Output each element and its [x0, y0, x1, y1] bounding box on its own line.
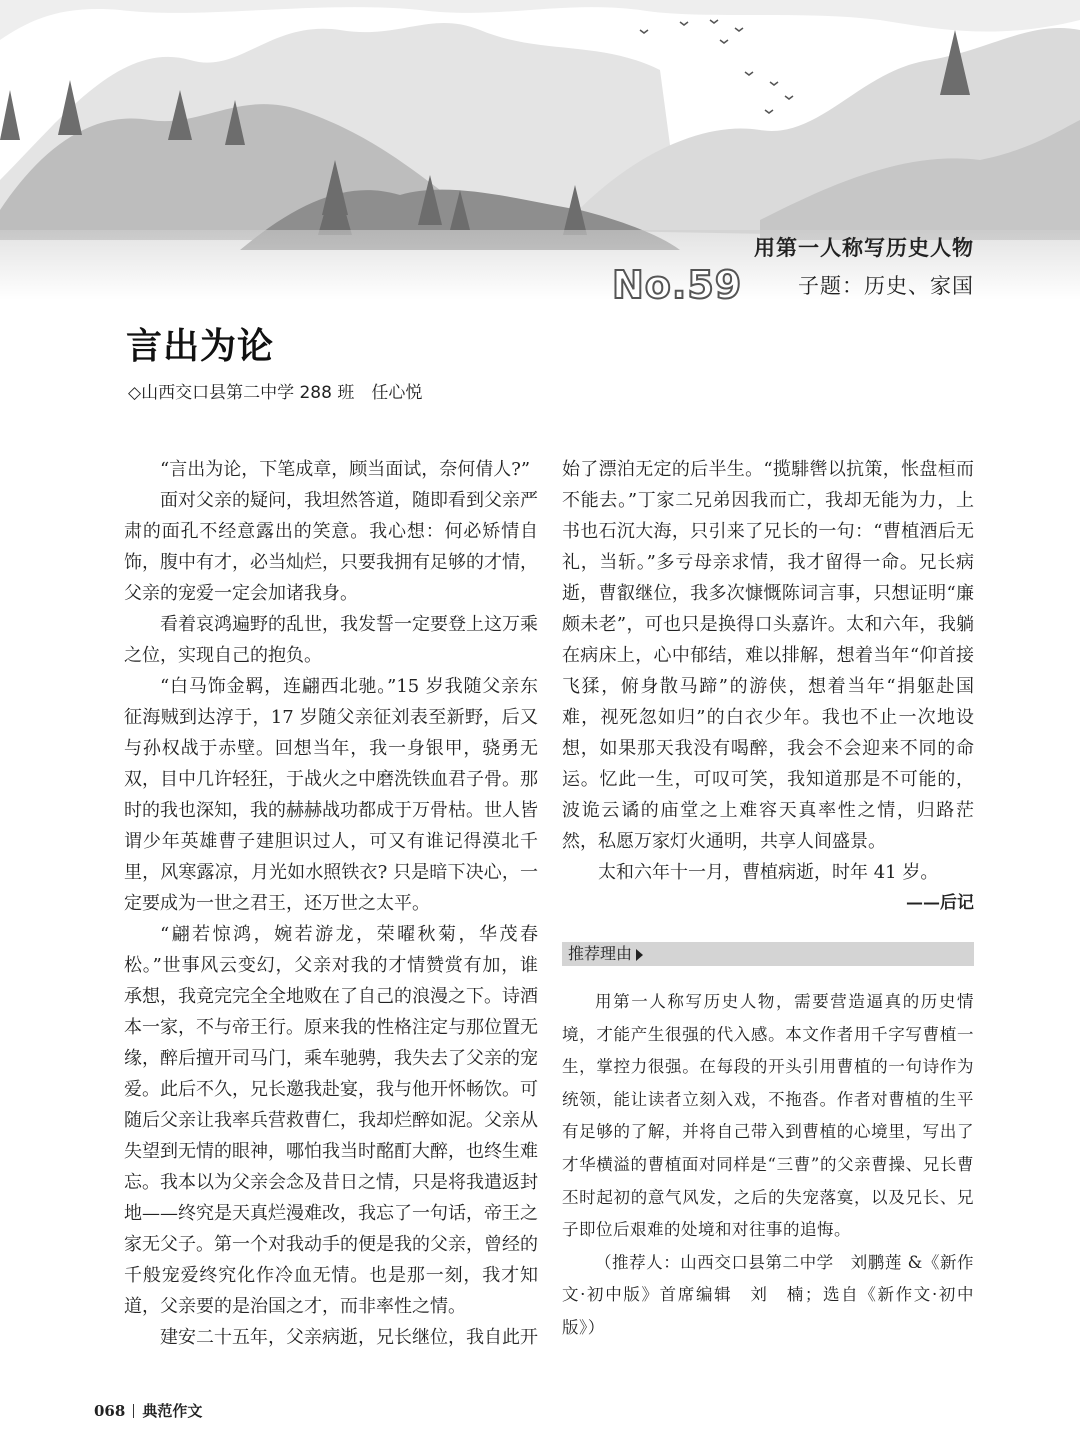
paragraph: “白马饰金羁，连翩西北驰。”15 岁我随父亲东征海贼到达淳于，17 岁随父亲征刘表至新野，后又与孙权战于赤壁。回想当年，我一身银甲，骁勇无双，目中几许轻狂，于战火之中磨洗铁血君子骨。那时的我也深知，我的赫赫战功都成于万骨枯。世人皆谓少年英雄曹子建胆识过人，可又有谁记得漠北千里，风寒露凉，月光如水照铁衣? 只是暗下决心，一定要成为一世之君王，还万世之太平。 [124, 676, 538, 914]
paragraph: 建安二十五年，父亲病逝，兄长继位，我自此开 [160, 1327, 538, 1348]
paragraph: “言出为论，下笔成章，顾当面试，奈何倩人?” [160, 459, 531, 480]
recommend-credit: （推荐人：山西交口县第二中学 刘鹏莲 &《新作文·初中版》首席编辑 刘 楠；选自《新作文·初中版》） [562, 1252, 974, 1337]
article-title: 言出为论 [126, 325, 275, 367]
topic-heading [754, 232, 974, 300]
footer-divider [133, 1404, 134, 1418]
left-column [124, 454, 538, 1353]
triangle-icon [636, 949, 643, 961]
page-number: 068 [94, 1402, 126, 1420]
recommend-body [562, 986, 974, 1345]
topic-subtitle: 子题：历史、家国 [798, 274, 974, 298]
recommend-text: 用第一人称写历史人物，需要营造逼真的历史情境，才能产生很强的代入感。本文作者用千字写曹植一生，掌控力很强。在每段的开头引用曹植的一句诗作为统领，能让读者立刻入戏，不拖沓。作者对曹植的生平有足够的了解，并将自己带入到曹植的心境里，写出了才华横溢的曹植面对同样是“三曹”的父亲曹操、兄长曹丕时起初的意气风发，之后的失宠落寞，以及兄长、兄子即位后艰难的处境和对往事的追悔。 [562, 992, 974, 1240]
article-author: ◇山西交口县第二中学 288 班 任心悦 [128, 383, 423, 403]
topic-title: 用第一人称写历史人物 [754, 235, 974, 260]
recommend-header [562, 942, 974, 966]
paragraph: 面对父亲的疑问，我坦然答道，随即看到父亲严肃的面孔不经意露出的笑意。我心想：何必矫情自饰，腹中有才，必当灿烂，只要我拥有足够的才情，父亲的宠爱一定会加诸我身。 [124, 490, 538, 604]
recommend-label: 推荐理由 [568, 944, 633, 963]
issue-number: No.59 [612, 263, 743, 307]
page-footer [94, 1400, 202, 1421]
epilogue: 太和六年十一月，曹植病逝，时年 41 岁。 [598, 862, 939, 883]
paragraph: “翩若惊鸿，婉若游龙，荣曜秋菊，华茂春松。”世事风云变幻，父亲对我的才情赞赏有加，谁承想，我竟完完全全地败在了自己的浪漫之下。诗酒本一家，不与帝王行。原来我的性格注定与那位置无缘，醉后擅开司马门，乘车驰骋，我失去了父亲的宠爱。此后不久，兄长邀我赴宴，我与他开怀畅饮。可随后父亲让我率兵营救曹仁，我却烂醉如泥。父亲从失望到无情的眼神，哪怕我当时酩酊大醉，也终生难忘。我本以为父亲会念及昔日之情，只是将我遣返封地——终究是天真烂漫难改，我忘了一句话，帝王之家无父子。第一个对我动手的便是我的父亲，曾经的千般宠爱终究化作冷血无情。也是那一刻，我才知道，父亲要的是治国之才，而非率性之情。 [124, 924, 538, 1317]
magazine-name: 典范作文 [142, 1402, 203, 1420]
paragraph-continuation: 始了漂泊无定的后半生。“揽騑辔以抗策，怅盘桓而不能去。”丁家二兄弟因我而亡，我却无能为力，上书也石沉大海，只引来了兄长的一句：“曹植酒后无礼，当斩。”多亏母亲求情，我才留得一命。兄长病逝，曹叡继位，我多次慷慨陈词言事，只想证明“廉颇未老”，可也只是换得口头嘉许。太和六年，我躺在病床上，心中郁结，难以排解，想着当年“仰首接飞猱，俯身散马蹄”的游侠，想着当年“捐躯赴国难，视死忽如归”的白衣少年。我也不止一次地设想，如果那天我没有喝醉，我会不会迎来不同的命运。忆此一生，可叹可笑，我知道那是不可能的，波诡云谲的庙堂之上难容天真率性之情，归路茫然，私愿万家灯火通明，共享人间盛景。 [562, 459, 974, 852]
paragraph: 看着哀鸿遍野的乱世，我发誓一定要登上这万乘之位，实现自己的抱负。 [124, 614, 538, 666]
right-column [562, 454, 974, 919]
epilogue-label: ——后记 [906, 893, 974, 913]
